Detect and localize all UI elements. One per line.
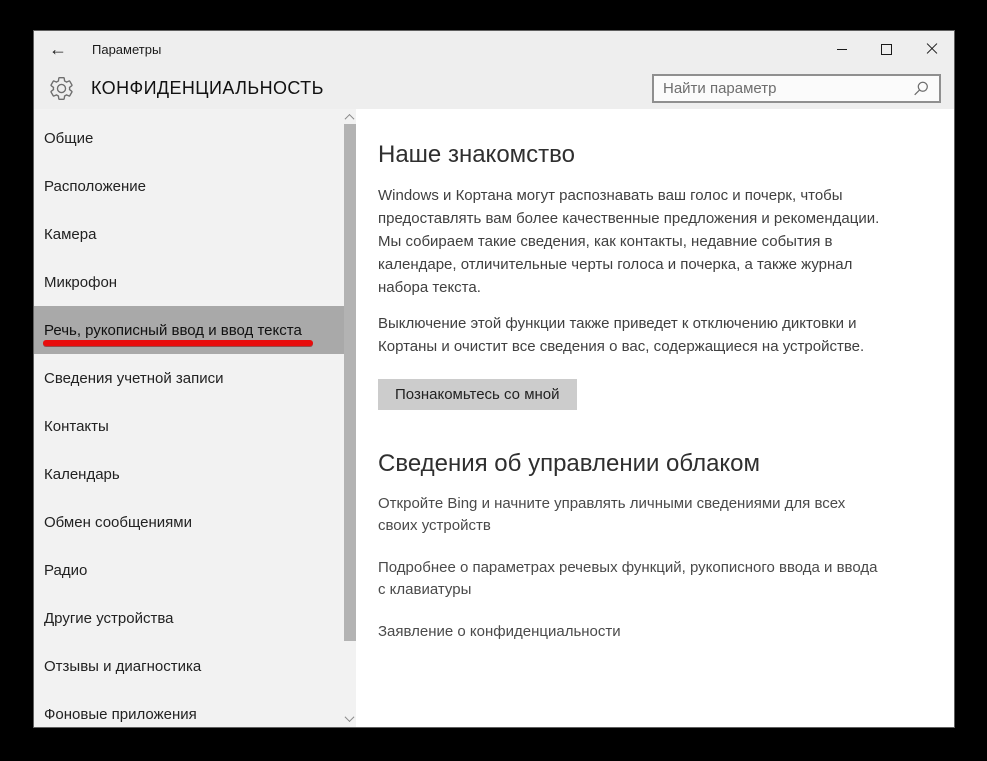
paragraph-turn-off-warning: Выключение этой функции также приведет к отключению диктовки и Кортаны и очистит все сведения о вас, содержащиеся на устройстве. [378,315,865,355]
main-content [356,109,954,727]
scroll-down-button[interactable] [343,712,356,725]
link-learn-more-speech-settings[interactable]: Подробнее о параметрах речевых функций, рукописного ввода и ввода с клавиатуры [378,559,878,598]
chevron-up-icon [345,114,355,124]
settings-window [33,30,955,728]
sidebar-item-background-apps[interactable]: Фоновые приложения [44,705,197,723]
sidebar-item-radios[interactable]: Радио [44,561,88,579]
sidebar-item-location[interactable]: Расположение [44,177,146,195]
sidebar-item-camera[interactable]: Камера [44,225,97,243]
search-input[interactable] [654,80,912,97]
sidebar-item-microphone[interactable]: Микрофон [44,273,118,291]
sidebar-item-label: Речь, рукописный ввод и ввод текста [44,321,302,339]
paragraph-speech-description: Windows и Кортана могут распознавать ваш голос и почерк, чтобы предоставлять вам более качественные предложения и рекомендации. Мы собираем такие сведения, как контакты, недавние события в календаре, отличительные черты голоса и почерка, а также журнал набора текста. [378,187,880,296]
window-controls [819,31,954,67]
red-underline-annotation [43,340,313,346]
sidebar-item-general[interactable]: Общие [44,129,94,147]
sidebar-item-account-info[interactable]: Сведения учетной записи [44,369,224,387]
section-heading-cloud-info: Сведения об управлении облаком [378,450,761,477]
window-title: Параметры [92,41,162,57]
sidebar-item-other-devices[interactable]: Другие устройства [44,609,174,627]
sidebar-item-feedback-diagnostics[interactable]: Отзывы и диагностика [44,657,202,675]
link-bing-manage-info[interactable]: Откройте Bing и начните управлять личными сведениями для всех своих устройств [378,495,846,534]
back-arrow-icon: ← [49,38,67,59]
page-title: КОНФИДЕНЦИАЛЬНОСТЬ [91,77,324,98]
sidebar-item-messaging[interactable]: Обмен сообщениями [44,513,192,531]
maximize-button[interactable] [864,31,909,67]
body-row [34,109,954,727]
back-button[interactable] [34,31,82,67]
page-header [34,67,954,109]
sidebar-item-calendar[interactable]: Календарь [44,465,120,483]
title-bar [34,31,954,67]
section-heading-getting-to-know-you: Наше знакомство [378,141,575,168]
link-privacy-statement[interactable]: Заявление о конфиденциальности [378,623,621,640]
chevron-down-icon [345,712,355,722]
sidebar-item-speech-inking-typing[interactable] [34,306,356,354]
minimize-icon [837,49,847,50]
sidebar-scrollbar [343,109,356,727]
scrollbar-thumb[interactable] [344,124,356,641]
gear-icon [48,75,75,102]
privacy-sidebar [34,109,356,727]
search-icon[interactable] [912,80,930,98]
maximize-icon [881,44,892,55]
close-icon [926,43,938,55]
minimize-button[interactable] [819,31,864,67]
sidebar-item-contacts[interactable]: Контакты [44,417,109,435]
scroll-up-button[interactable] [343,111,356,124]
search-box[interactable] [652,74,941,103]
get-to-know-me-button[interactable]: Познакомьтесь со мной [378,379,577,410]
close-button[interactable] [909,31,954,67]
